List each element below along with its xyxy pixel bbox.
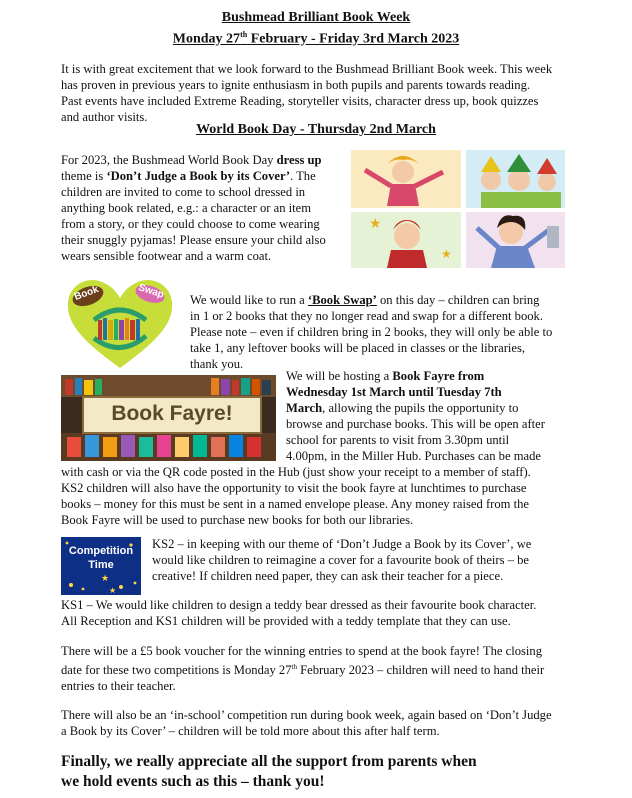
logo-word-book: Book	[72, 284, 101, 303]
svg-text:★: ★	[101, 574, 110, 584]
book-fayre-paragraph: We will be hosting a Book Fayre from Wednesday 1st March until Tuesday 7th March, allowing the pupils the opportunity to browse and purchase books. This will be open after school for parents to visit from 3.30pm until 4.00pm, in the Miller Hub. Purchases can be made	[286, 369, 545, 463]
page-title: Bushmead Brilliant Book Week	[221, 10, 411, 25]
world-book-day-heading: World Book Day - Thursday 2nd March	[196, 122, 436, 137]
svg-text:★: ★	[441, 247, 452, 261]
event-dates: Monday 27th February - Friday 3rd March 2023	[172, 30, 460, 47]
book-characters-illustration	[351, 150, 565, 268]
ks2-competition-paragraph: KS2 – in keeping with our theme of ‘Don’t Judge a Book by its Cover’, we would like children to reimagine a cover for a favourite book of theirs – be creative! If children need paper, they can ask their teacher for a piece.	[152, 537, 532, 583]
prize-paragraph: There will be a £5 book voucher for the winning entries to spend at the book fayre! The closing date for these two competitions is Monday 27th February 2023 – children will need to hand their entries to their teacher.	[61, 644, 545, 694]
world-book-day-paragraph: For 2023, the Bushmead World Book Day dress up theme is ‘Don’t Judge a Book by its Cover’. The children are invited to come to school dressed in anything book related, e.g.: a character or an item from a story, or they could choose to come wearing their snuggly pyjamas! Please ensure your child also wears sensible footwear and a warm coat.	[61, 153, 326, 263]
intro-paragraph: It is with great excitement that we look forward to the Bushmead Brilliant Book week. This week has proven in previous years to ignite enthusiasm in both pupils and parents towards reading. Past events have included Extreme Reading, storyteller visits, character dress up, book quizzes and author visits.	[61, 62, 553, 124]
book-fayre-paragraph-continued: with cash or via the QR code posted in the Hub (just show your receipt to a member of staff). KS2 children will also have the opportunity to visit the book fayre at lunchtimes to purchase books – money for this must be sent in a named envelope please. Any money raised from the Book Fayre will be used to purchase new books for both our libraries.	[61, 465, 531, 527]
in-school-competition-paragraph: There will also be an ‘in-school’ competition run during book week, again based on ‘Don’t Judge a Book by its Cover’ – children will be told more about this after half term.	[61, 708, 552, 738]
book-fayre-banner-text: Book Fayre!	[111, 402, 233, 425]
closing-message: Finally, we really appreciate all the support from parents when we hold events such as this – thank you!	[61, 753, 477, 790]
ks1-competition-paragraph: KS1 – We would like children to design a teddy bear dressed as their favourite book character. All Reception and KS1 children will be provided with a teddy template that they can use.	[61, 598, 537, 628]
book-swap-logo	[64, 276, 176, 370]
book-swap-paragraph: We would like to run a ‘Book Swap’ on this day – children can bring in 1 or 2 books that they no longer read and swap for a different book. Please note – even if children bring in 2 books, they will only be able to take 1, any leftover books will be placed in classes or the libraries, thank you.	[190, 293, 553, 371]
badge-word-competition: Competition	[68, 545, 134, 557]
book-fayre-banner	[61, 375, 276, 461]
competition-time-badge	[61, 537, 141, 595]
badge-word-time: Time	[88, 559, 114, 571]
logo-word-swap: Swap	[136, 282, 166, 301]
svg-text:★: ★	[109, 586, 117, 595]
svg-text:★: ★	[369, 216, 382, 232]
